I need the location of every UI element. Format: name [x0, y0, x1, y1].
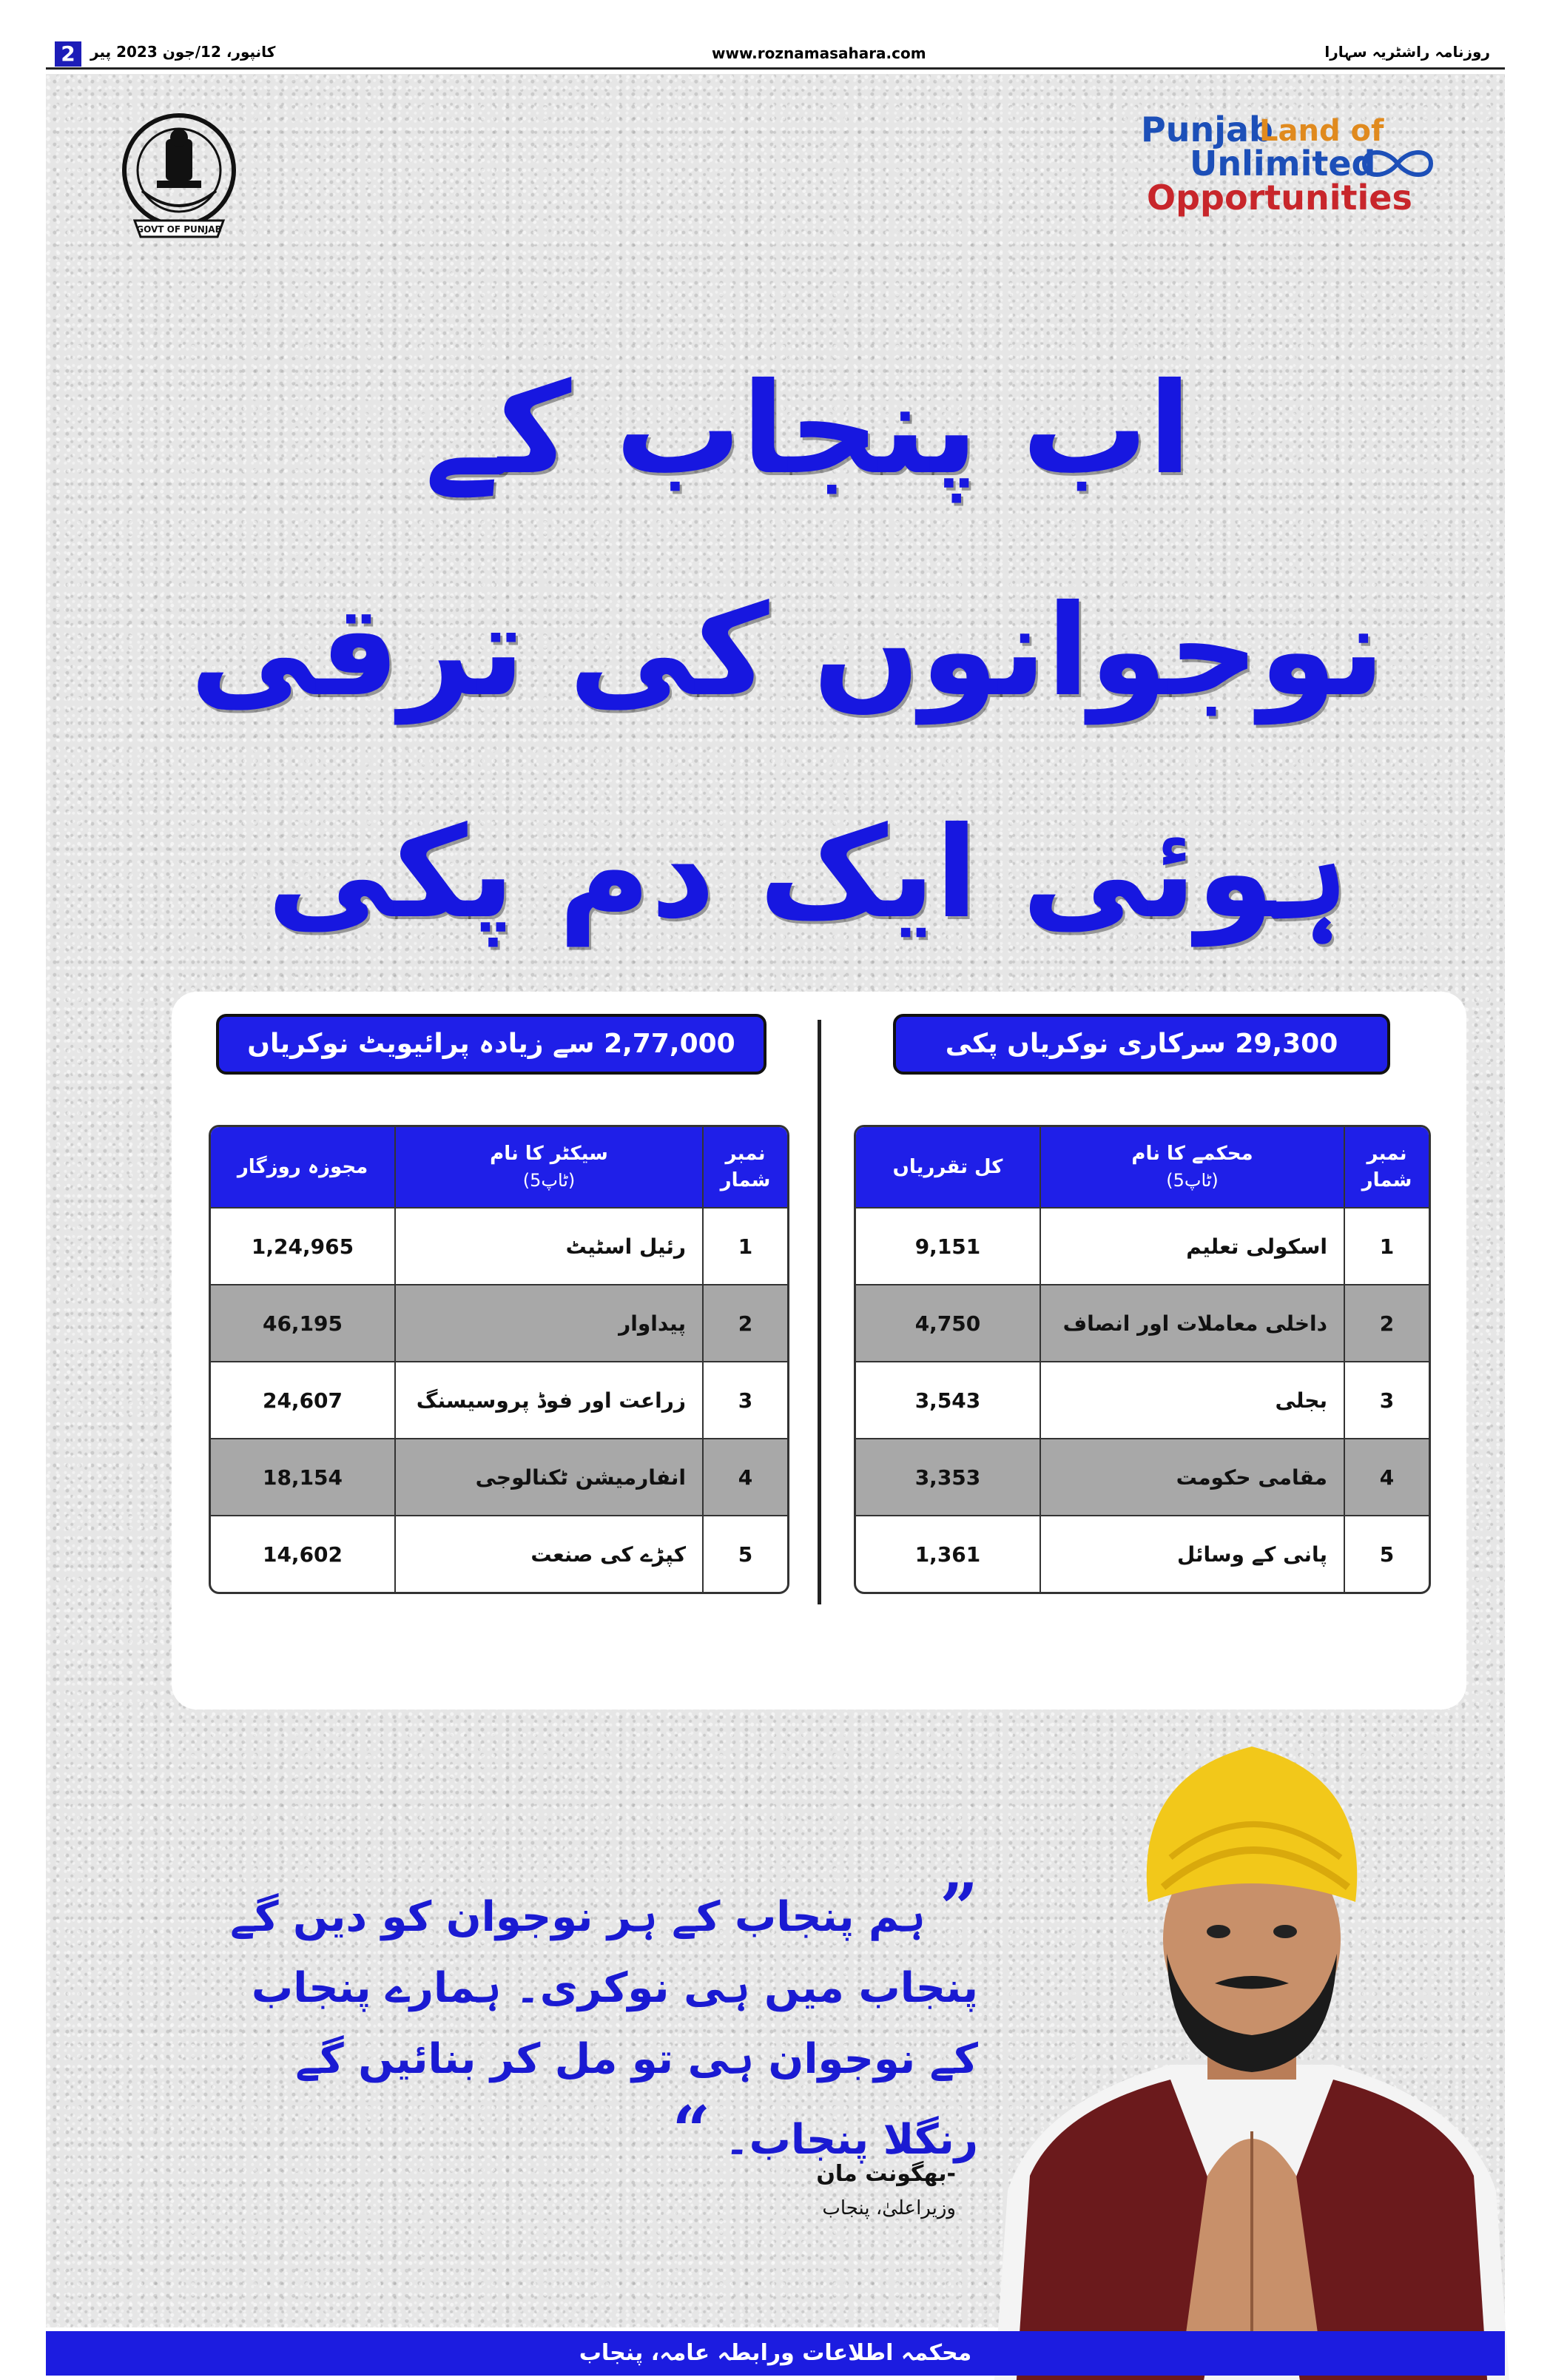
cell-department: مقامی حکومت — [1039, 1438, 1344, 1515]
cell-serial: 1 — [1344, 1207, 1429, 1284]
header-department-label: محکمے کا نام — [1131, 1143, 1253, 1165]
cell-value: 18,154 — [211, 1438, 394, 1515]
govt-jobs-table — [854, 1125, 1431, 1594]
headline-line-3: ہوئی ایک دم پکی — [266, 800, 1349, 947]
header-proposed-jobs: مجوزہ روزگار — [211, 1127, 394, 1207]
open-quote-mark: ” — [940, 1869, 978, 1947]
table-row — [856, 1207, 1429, 1284]
cell-value: 46,195 — [211, 1284, 394, 1361]
cell-serial: 4 — [1344, 1438, 1429, 1515]
header-total-appointments: کل تقرریاں — [856, 1127, 1039, 1207]
header-sector — [394, 1127, 702, 1207]
header-sector-label: سیکٹر کا نام — [490, 1143, 608, 1165]
table-row — [856, 1284, 1429, 1361]
cm-quote — [194, 1869, 978, 2176]
cell-value: 3,543 — [856, 1361, 1039, 1438]
footer-credit: محکمہ اطلاعات ورابطہ عامہ، پنجاب — [46, 2331, 1505, 2376]
cell-value: 1,361 — [856, 1515, 1039, 1592]
cell-sector: پیداوار — [394, 1284, 702, 1361]
cell-serial: 3 — [1344, 1361, 1429, 1438]
table-row — [856, 1515, 1429, 1592]
logo-unlimited: Unlimited — [1190, 144, 1376, 184]
cell-sector: زراعت اور فوڈ پروسیسنگ — [394, 1361, 702, 1438]
header-serial: نمبر شمار — [1344, 1127, 1429, 1207]
author-title: وزیراعلیٰ، پنجاب — [822, 2197, 956, 2219]
cell-value: 9,151 — [856, 1207, 1039, 1284]
cell-serial: 2 — [1344, 1284, 1429, 1361]
table-row — [211, 1361, 787, 1438]
punjab-government-emblem-icon — [120, 110, 238, 243]
cell-value: 14,602 — [211, 1515, 394, 1592]
cell-department: بجلی — [1039, 1361, 1344, 1438]
newspaper-url[interactable]: www.roznamasahara.com — [712, 44, 926, 62]
cell-value: 4,750 — [856, 1284, 1039, 1361]
private-jobs-table — [209, 1125, 789, 1594]
logo-punjab: Punjab — [1141, 110, 1273, 149]
table-row — [211, 1438, 787, 1515]
date-line: کانپور، 12/جون 2023 پیر — [90, 43, 276, 61]
table-row — [211, 1515, 787, 1592]
table-row — [856, 1438, 1429, 1515]
author-name: -بھگونت مان — [816, 2161, 956, 2187]
infinity-icon — [1357, 145, 1438, 182]
cell-value: 24,607 — [211, 1361, 394, 1438]
cell-sector: کپڑے کی صنعت — [394, 1515, 702, 1592]
chief-minister-portrait — [948, 1717, 1550, 2380]
headline-line-1: اب پنجاب کے — [424, 356, 1192, 502]
header-serial: نمبر شمار — [702, 1127, 787, 1207]
header-department-sub: (ٹاپ5) — [1166, 1170, 1219, 1191]
header-sector-sub: (ٹاپ5) — [522, 1170, 576, 1191]
cell-serial: 1 — [702, 1207, 787, 1284]
private-jobs-title: 2,77,000 سے زیادہ پرائیویٹ نوکریاں — [216, 1014, 766, 1075]
table-row — [856, 1361, 1429, 1438]
cell-department: اسکولی تعلیم — [1039, 1207, 1344, 1284]
cell-value: 1,24,965 — [211, 1207, 394, 1284]
cell-serial: 4 — [702, 1438, 787, 1515]
logo-land-of: Land of — [1259, 114, 1384, 148]
cell-serial: 5 — [1344, 1515, 1429, 1592]
cell-department: داخلی معاملات اور انصاف — [1039, 1284, 1344, 1361]
cell-department: پانی کے وسائل — [1039, 1515, 1344, 1592]
headline — [189, 318, 1385, 984]
table-header-row — [211, 1127, 787, 1207]
quote-text: ہم پنجاب کے ہر نوجوان کو دیں گے پنجاب میں ہی نوکری۔ ہمارے پنجاب کے نوجوان ہی تو مل کر بنائیں گے رنگلا پنجاب۔ — [230, 1893, 978, 2164]
jobs-panel — [172, 992, 1466, 1710]
cell-sector: انفارمیشن ٹکنالوجی — [394, 1438, 702, 1515]
emblem-caption: GOVT OF PUNJAB — [136, 224, 222, 235]
quote-author — [697, 2161, 956, 2219]
punjab-logo — [1141, 110, 1466, 221]
page-number: 2 — [55, 41, 81, 67]
cell-sector: رئیل اسٹیٹ — [394, 1207, 702, 1284]
cell-serial: 2 — [702, 1284, 787, 1361]
logo-opportunities: Opportunities — [1147, 178, 1412, 218]
cell-value: 3,353 — [856, 1438, 1039, 1515]
newspaper-header — [46, 41, 1505, 70]
table-divider — [818, 1020, 821, 1604]
cell-serial: 3 — [702, 1361, 787, 1438]
header-department — [1039, 1127, 1344, 1207]
close-quote-mark: “ — [672, 2091, 711, 2170]
table-row — [211, 1207, 787, 1284]
headline-line-2: نوجوانوں کی ترقی — [189, 578, 1385, 725]
table-row — [211, 1284, 787, 1361]
table-header-row — [856, 1127, 1429, 1207]
newspaper-name: روزنامہ راشٹریہ سہارا — [1324, 43, 1490, 61]
cell-serial: 5 — [702, 1515, 787, 1592]
govt-jobs-title: 29,300 سرکاری نوکریاں پکی — [893, 1014, 1390, 1075]
advertisement — [46, 74, 1505, 2327]
